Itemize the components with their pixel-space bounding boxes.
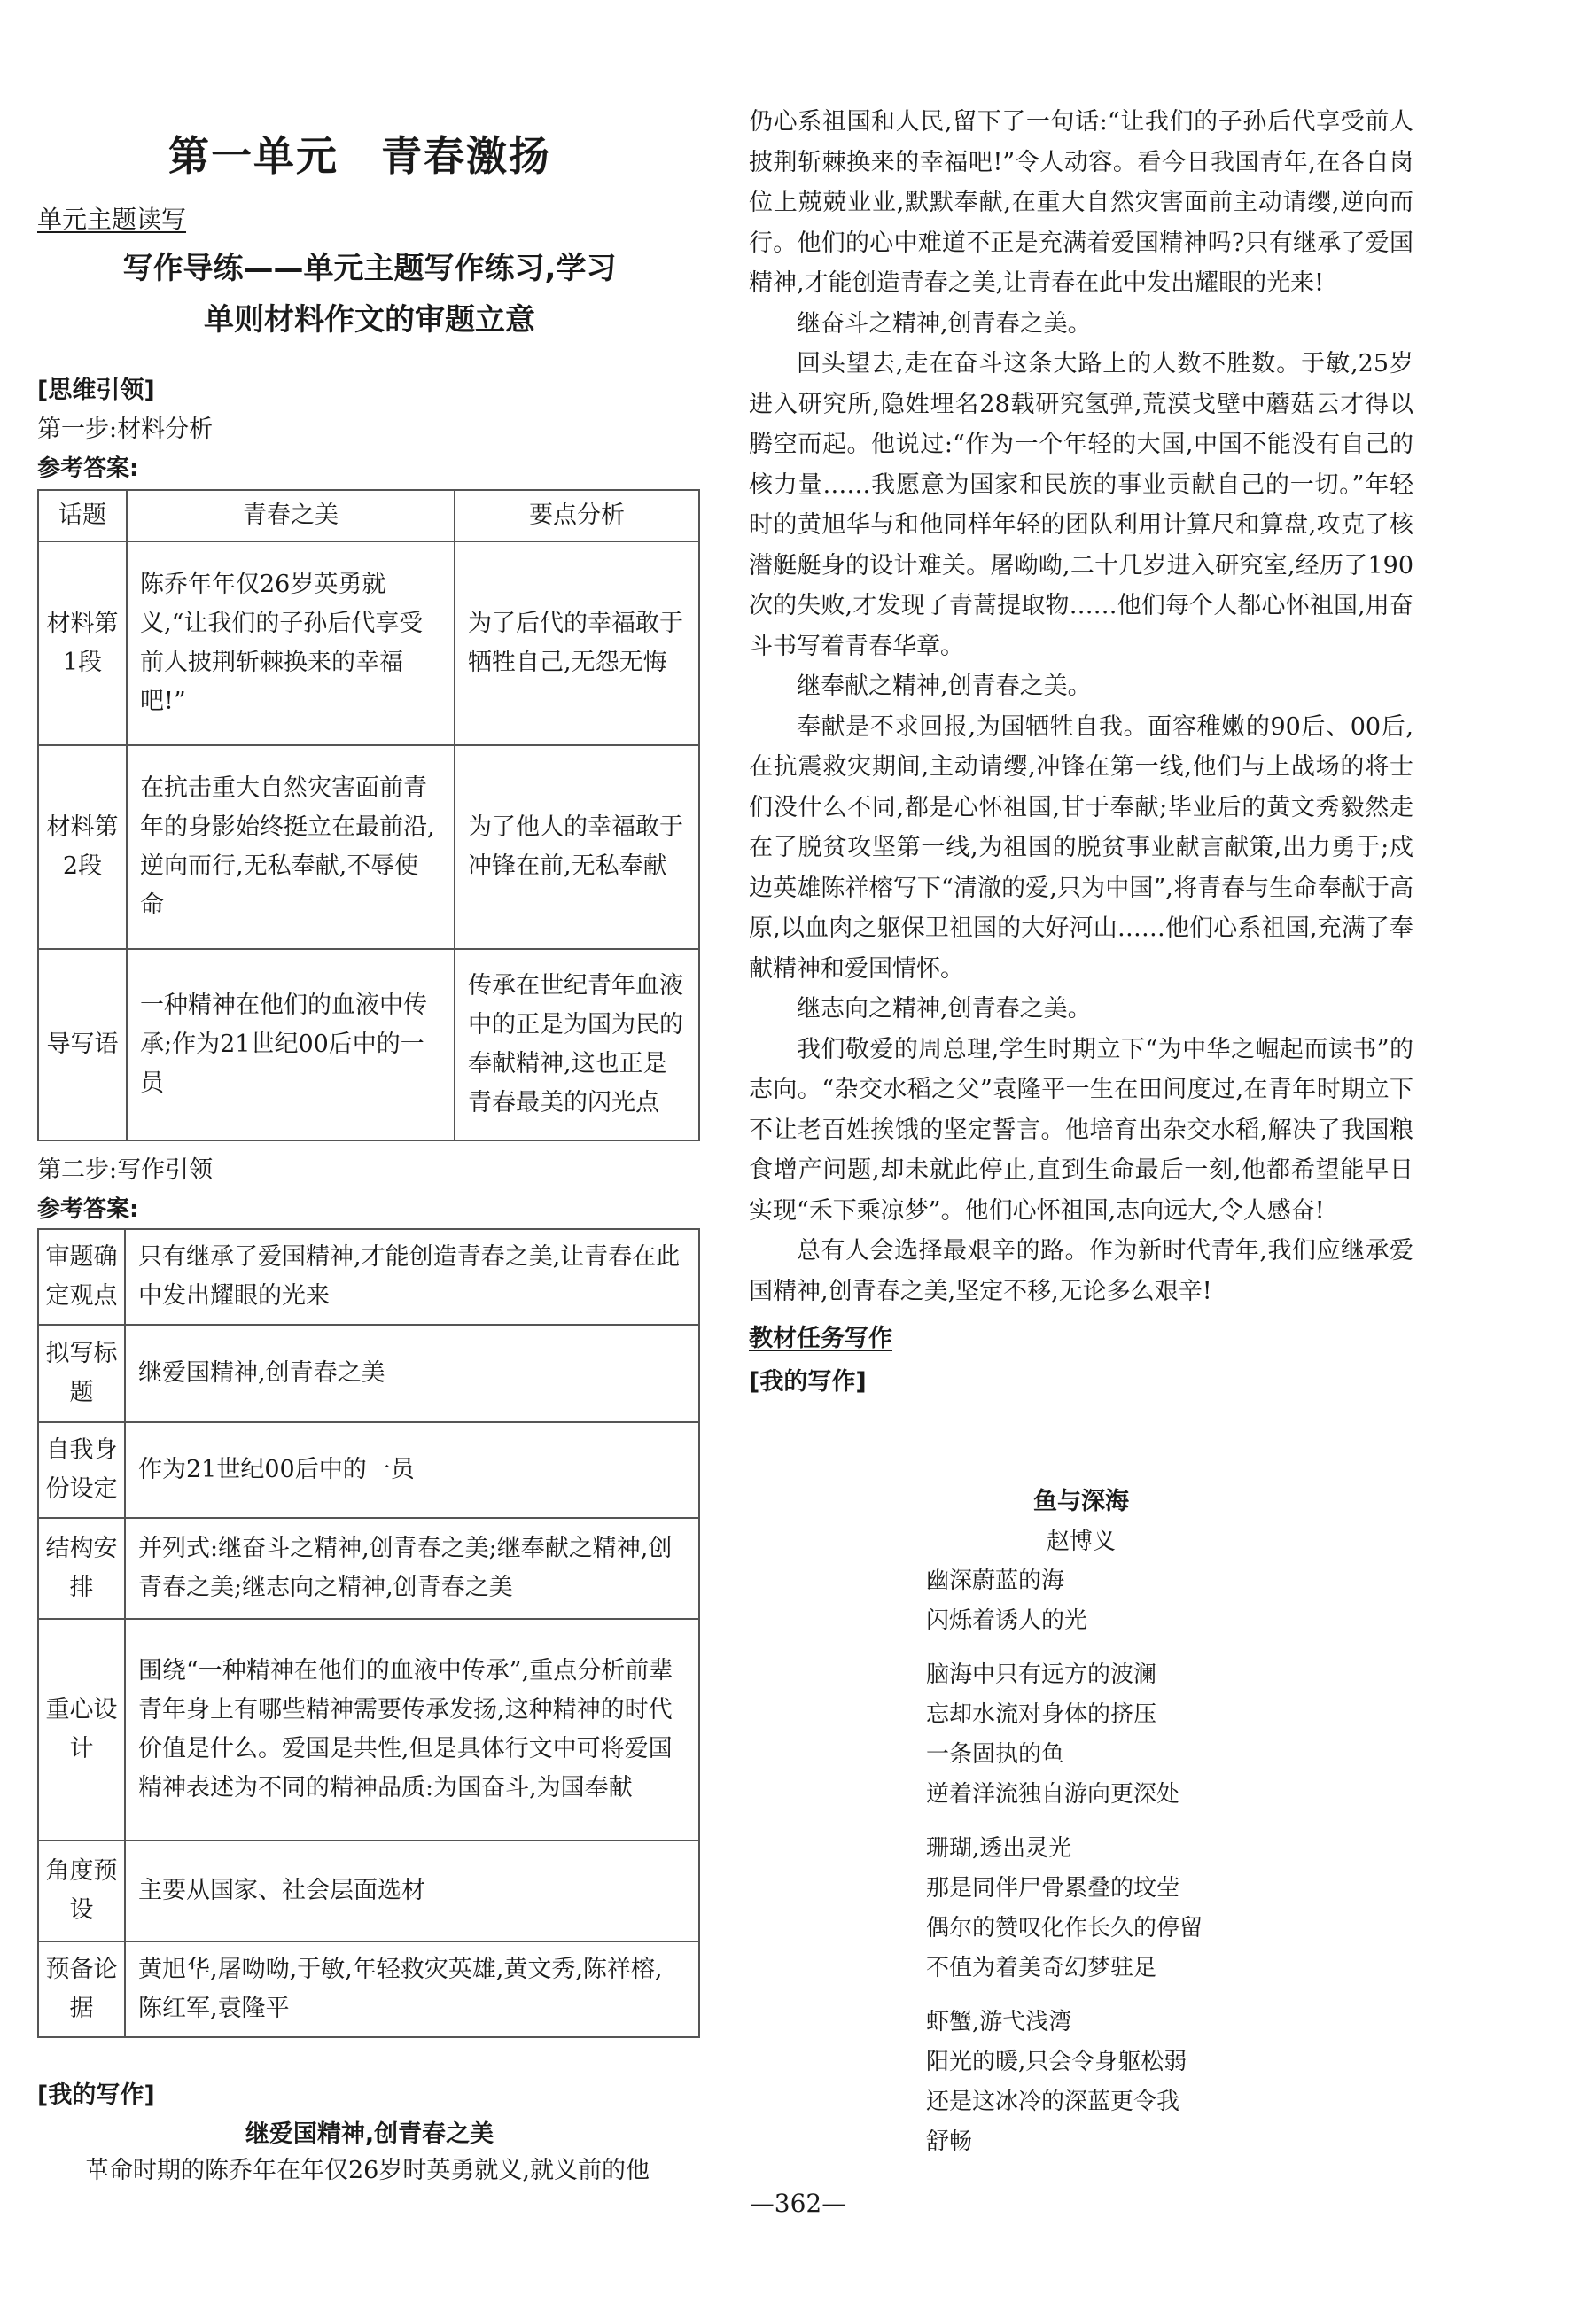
cell-analysis: 为了后代的幸福敢于牺牲自己,无怨无悔 (455, 541, 699, 745)
poem-line: 幽深蔚蓝的海 (926, 1568, 1065, 1594)
right-column (749, 102, 1413, 1397)
table-row (38, 1518, 699, 1619)
poem-line: 一条固执的鱼 (926, 1741, 1065, 1768)
essay-paragraph: 仍心系祖国和人民,留下了一句话:“让我们的子孙后代享受前人披荆斩棘换来的幸福吧!”令人动容。看今日我国青年,在各自岗位上兢兢业业,默默奉献,在重大自然灾害面前主动请缨,逆向而行。他们的心中难道不正是充满着爱国精神吗?只有继承了爱国精神,才能创造青春之美,让青春在此中发出耀眼的光来! (749, 108, 1413, 297)
cell-topic: 材料第1段 (38, 541, 127, 745)
essay-paragraph: 继奉献之精神,创青春之美。 (797, 673, 1092, 700)
essay-paragraph: 继奋斗之精神,创青春之美。 (797, 309, 1092, 338)
header-analysis: 要点分析 (455, 490, 699, 541)
table-row (38, 745, 699, 949)
essay-paragraph: 我们敬爱的周总理,学生时期立下“为中华之崛起而读书”的志向。“杂交水稻之父”袁隆平一生在田间度过,在青年时期立下不让老百姓挨饿的坚定誓言。他培育出杂交水稻,解决了我国粮食增产问题,却未就此停止,直到生命最后一刻,他都希望能早日实现“禾下乘凉梦”。他们心怀祖国,志向远大,令人感奋! (749, 1035, 1413, 1225)
material-analysis-table (37, 489, 700, 1141)
my-writing-label: [我的写作] (37, 2081, 155, 2109)
poem-line: 那是同伴尸骨累叠的坟茔 (926, 1875, 1180, 1902)
poem-line: 闪烁着诱人的光 (926, 1607, 1088, 1634)
cell-key: 拟写标题 (38, 1325, 125, 1422)
task-label: 教材任务写作 (749, 1325, 892, 1352)
header-beauty: 青春之美 (127, 490, 455, 541)
poem-stanza (926, 2003, 1413, 2162)
cell-value: 并列式:继奋斗之精神,创青春之美;继奉献之精神,创青春之美;继志向之精神,创青春之美 (125, 1518, 699, 1619)
cell-value: 只有继承了爱国精神,才能创造青春之美,让青春在此中发出耀眼的光来 (125, 1229, 699, 1325)
poem-line: 忘却水流对身体的挤压 (926, 1701, 1157, 1728)
header-topic: 话题 (38, 490, 127, 541)
table-row (38, 949, 699, 1140)
poem-line: 逆着洋流独自游向更深处 (926, 1781, 1180, 1808)
poem-line: 虾蟹,游弋浅湾 (926, 2009, 1072, 2035)
essay-paragraph-start: 革命时期的陈乔年在年仅26岁时英勇就义,就义前的他 (85, 2157, 650, 2184)
cell-analysis: 传承在世纪青年血液中的正是为国为民的奉献精神,这也正是青春最美的闪光点 (455, 949, 699, 1140)
cell-key: 结构安排 (38, 1518, 125, 1619)
cell-key: 预备论据 (38, 1941, 125, 2037)
essay-paragraph: 继志向之精神,创青春之美。 (797, 995, 1092, 1023)
poem-line: 阳光的暖,只会令身躯松弱 (926, 2049, 1187, 2075)
essay-paragraph: 总有人会选择最艰辛的路。作为新时代青年,我们应继承爱国精神,创青春之美,坚定不移,无论多么艰辛! (749, 1237, 1413, 1305)
poem-stanza (926, 1829, 1413, 1988)
cell-key: 审题确定观点 (38, 1229, 125, 1325)
guide-title-line-2: 单则材料作文的审题立意 (204, 302, 535, 338)
cell-beauty: 陈乔年年仅26岁英勇就义,“让我们的子孙后代享受前人披荆斩棘换来的幸福吧!” (127, 541, 455, 745)
poem-stanza (926, 1561, 1413, 1641)
essay-paragraph: 回头望去,走在奋斗这条大路上的人数不胜数。于敏,25岁进入研究所,隐姓埋名28载研究氢弹,荒漠戈壁中蘑菇云才得以腾空而起。他说过:“作为一个年轻的大国,中国不能没有自己的核力量……我愿意为国家和民族的事业贡献自己的一切。”年轻时的黄旭华与和他同样年轻的团队利用计算尺和算盘,攻克了核潜艇艇身的设计难关。屠呦呦,二十几岁进入研究室,经历了190次的失败,才发现了青蒿提取物……他们每个人都心怀祖国,用奋斗书写着青春华章。 (749, 350, 1413, 660)
table-row (38, 1422, 699, 1518)
cell-topic: 导写语 (38, 949, 127, 1140)
poem-line: 不值为着美奇幻梦驻足 (926, 1955, 1157, 1981)
page-number: —362— (749, 2189, 847, 2218)
poem-line: 还是这冰冷的深蓝更令我 (926, 2089, 1180, 2115)
table-header-row (38, 490, 699, 541)
cell-key: 角度预设 (38, 1840, 125, 1941)
thinking-label: [思维引领] (37, 377, 155, 404)
poem-stanza (926, 1655, 1413, 1815)
cell-value: 作为21世纪00后中的一员 (125, 1422, 699, 1518)
poem-line: 脑海中只有远方的波澜 (926, 1661, 1157, 1688)
guide-title-line-1: 写作导练——单元主题写作练习,学习 (122, 251, 617, 286)
cell-beauty: 在抗击重大自然灾害面前青年的身影始终挺立在最前沿,逆向而行,无私奉献,不辱使命 (127, 745, 455, 949)
poem-author: 赵博义 (1046, 1529, 1116, 1555)
essay-title: 继爱国精神,创青春之美 (245, 2120, 494, 2148)
cell-value: 主要从国家、社会层面选材 (125, 1840, 699, 1941)
essay-paragraph: 奉献是不求回报,为国牺牲自我。面容稚嫩的90后、00后,在抗震救灾期间,主动请缨,冲锋在第一线,他们与上战场的将士们没什么不同,都是心怀祖国,甘于奉献;毕业后的黄文秀毅然走在了脱贫攻坚第一线,为祖国的脱贫事业献言献策,出力勇于;戍边英雄陈祥榕写下“清澈的爱,只为中国”,将青春与生命奉献于高原,以血肉之躯保卫祖国的大好河山……他们心系祖国,充满了奉献精神和爱国情怀。 (749, 712, 1413, 983)
poem-line: 珊瑚,透出灵光 (926, 1835, 1072, 1862)
poem-title: 鱼与深海 (1033, 1488, 1129, 1515)
table-row (38, 1325, 699, 1422)
cell-value: 继爱国精神,创青春之美 (125, 1325, 699, 1422)
answer-label-2: 参考答案: (37, 1196, 139, 1223)
poem-line: 舒畅 (926, 2128, 973, 2155)
cell-value: 围绕“一种精神在他们的血液中传承”,重点分析前辈青年身上有哪些精神需要传承发扬,这种精神的时代价值是什么。爱国是共性,但是具体行文中可将爱国精神表述为不同的精神品质:为国奋斗,为国奉献 (125, 1619, 699, 1840)
cell-beauty: 一种精神在他们的血液中传承;作为21世纪00后中的一员 (127, 949, 455, 1140)
poem-line: 偶尔的赞叹化作长久的停留 (926, 1915, 1203, 1941)
step2-label: 第二步:写作引领 (37, 1156, 214, 1184)
table-row (38, 1941, 699, 2037)
cell-topic: 材料第2段 (38, 745, 127, 949)
poem (749, 1482, 1413, 2162)
answer-label-1: 参考答案: (37, 455, 139, 482)
unit-title: 第一单元 青春激扬 (168, 132, 551, 180)
table-row (38, 1619, 699, 1840)
table-row (38, 1229, 699, 1325)
cell-key: 自我身份设定 (38, 1422, 125, 1518)
writing-guide-table (37, 1228, 700, 2038)
guide-title (37, 243, 702, 346)
cell-analysis: 为了他人的幸福敢于冲锋在前,无私奉献 (455, 745, 699, 949)
section-label: 单元主题读写 (37, 205, 187, 234)
cell-key: 重心设计 (38, 1619, 125, 1840)
my-writing-label-2: [我的写作] (749, 1368, 867, 1396)
step1-label: 第一步:材料分析 (37, 416, 214, 443)
table-row (38, 1840, 699, 1941)
cell-value: 黄旭华,屠呦呦,于敏,年轻救灾英雄,黄文秀,陈祥榕,陈红军,袁隆平 (125, 1941, 699, 2037)
table-row (38, 541, 699, 745)
